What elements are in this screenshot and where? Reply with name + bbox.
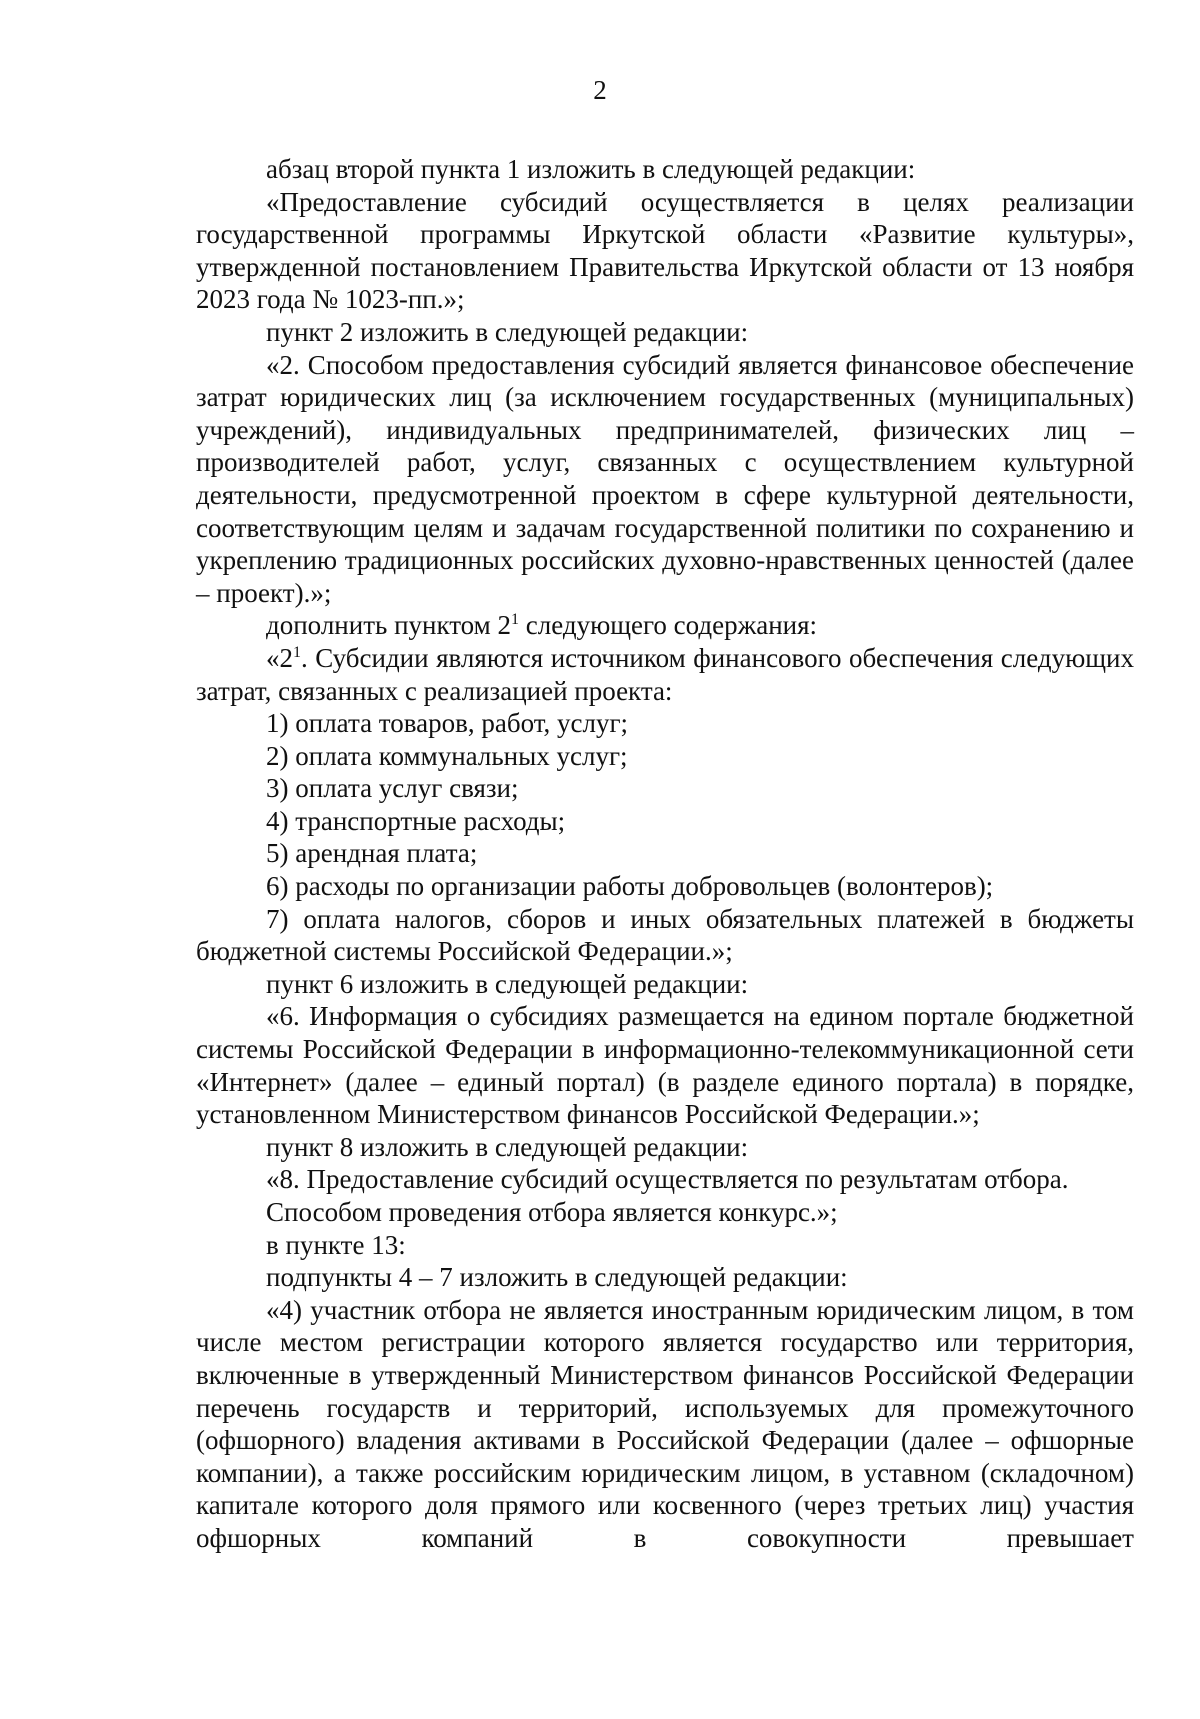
paragraph-5-superscript: 1: [511, 611, 519, 629]
paragraph-1: абзац второй пункта 1 изложить в следующей редакции:: [266, 154, 916, 184]
paragraph-14: пункт 6 изложить в следующей редакции:: [266, 968, 749, 999]
paragraph-4: «2. Способом предоставления субсидий является финансовое обеспечение затрат юридических лиц (за исключением государственных (муниципальных) учреждений), индивидуальных предпринимателей, физических лиц – производителей работ, услуг, связанных с осуществлением культурной деятельности, предусмотренной проектом в сфере культурной деятельности, соответствующим целям и задачам государственной политики по сохранению и укреплению традиционных российских духовно-нравственных ценностей (далее – проект).»;: [196, 349, 1134, 608]
page-number: 2: [593, 75, 607, 105]
paragraph-20: подпункты 4 – 7 изложить в следующей редакции:: [266, 1262, 848, 1293]
paragraph-5-text-before: дополнить пунктом 2: [266, 610, 511, 641]
list-item-7: 7) оплата налогов, сборов и иных обязательных платежей в бюджеты бюджетной системы Российской Федерации.»;: [196, 903, 1134, 967]
list-item-3: 3) оплата услуг связи;: [266, 773, 519, 804]
paragraph-18: Способом проведения отбора является конкурс.»;: [266, 1197, 838, 1227]
paragraph-6-text-after: . Субсидии являются источником финансового обеспечения следующих затрат, связанных с реализацией проекта:: [196, 642, 1134, 706]
paragraph-17: «8. Предоставление субсидий осуществляется по результатам отбора.: [266, 1164, 1069, 1195]
paragraph-3: пункт 2 изложить в следующей редакции:: [266, 316, 749, 347]
paragraph-5: [196, 609, 1134, 642]
list-item-1: 1) оплата товаров, работ, услуг;: [266, 708, 629, 739]
paragraph-19: в пункте 13:: [266, 1229, 406, 1260]
paragraph-6: [196, 642, 1134, 707]
list-item-6: 6) расходы по организации работы добровольцев (волонтеров);: [266, 871, 994, 902]
paragraph-6-superscript: 1: [293, 643, 301, 661]
list-item-5: 5) арендная плата;: [266, 838, 478, 869]
paragraph-2: «Предоставление субсидий осуществляется в целях реализации государственной программы Иркутской области «Развитие культуры», утвержденной постановлением Правительства Иркутской области от 13 ноября 2023 года № 1023-пп.»;: [196, 186, 1134, 315]
paragraph-16: пункт 8 изложить в следующей редакции:: [266, 1131, 749, 1162]
paragraph-6-text-before: «2: [266, 642, 293, 673]
document-body: [196, 153, 1134, 1555]
paragraph-15: «6. Информация о субсидиях размещается на едином портале бюджетной системы Российской Федерации в информационно-телекоммуникационной сети «Интернет» (далее – единый портал) (в разделе единого портала) в порядке, установленном Министерством финансов Российской Федерации.»;: [196, 1001, 1134, 1130]
list-item-2: 2) оплата коммунальных услуг;: [266, 740, 628, 771]
paragraph-5-text-after: следующего содержания:: [519, 610, 818, 641]
list-item-4: 4) транспортные расходы;: [266, 805, 566, 836]
paragraph-21: «4) участник отбора не является иностранным юридическим лицом, в том числе местом регистрации которого является государство или территория, включенные в утвержденный Министерством финансов Российской Федерации перечень государств и территорий, используемых для промежуточного (офшорного) владения активами в Российской Федерации (далее – офшорные компании), а также российским юридическим лицом, в уставном (складочном) капитале которого доля прямого или косвенного (через третьих лиц) участия офшорных компаний в совокупности превышает: [196, 1294, 1134, 1553]
